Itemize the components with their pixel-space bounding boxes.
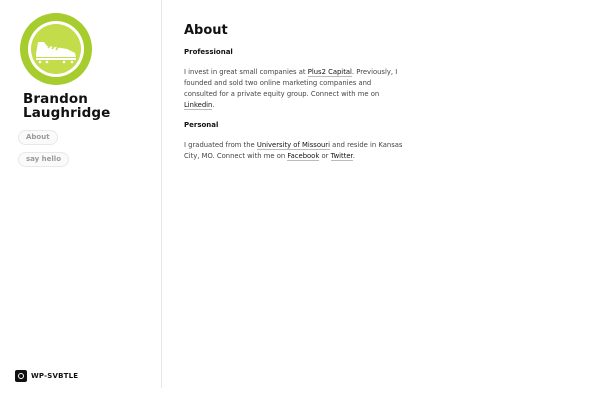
- sneaker-icon: [20, 13, 92, 85]
- main-content: [184, 22, 404, 172]
- nav-about-link[interactable]: About: [18, 130, 58, 145]
- badge-label: WP-SVBTLE: [31, 371, 79, 380]
- paragraph-personal: [184, 140, 404, 162]
- logo[interactable]: [20, 13, 92, 85]
- text: I graduated from the: [184, 141, 257, 149]
- text: and reside in Kansas City, MO. Connect with me on: [184, 141, 403, 160]
- blog-title[interactable]: Brandon Laughridge: [23, 91, 111, 121]
- section-heading-personal: Personal: [184, 121, 219, 129]
- sidebar: [0, 0, 162, 388]
- page-title: About: [184, 23, 228, 38]
- text: .: [352, 152, 355, 160]
- university-link[interactable]: University of Missouri: [256, 141, 330, 149]
- plus2-capital-link[interactable]: Plus2 Capital: [307, 68, 352, 76]
- text: or: [319, 152, 331, 160]
- text: . Previously, I founded and sold two online marketing companies and consulted for a private equity group. Connect with me on: [184, 68, 398, 98]
- svbtle-icon: [15, 370, 27, 382]
- text: I invest in great small companies at: [184, 68, 308, 76]
- svbtle-badge[interactable]: [15, 369, 78, 382]
- text: .: [212, 101, 215, 109]
- facebook-link[interactable]: Facebook: [287, 152, 320, 160]
- section-heading-professional: Professional: [184, 48, 233, 56]
- linkedin-link[interactable]: Linkedin: [184, 101, 213, 109]
- paragraph-professional: [184, 67, 404, 111]
- twitter-link[interactable]: Twitter: [330, 152, 353, 160]
- nav-say-hello-link[interactable]: say hello: [18, 152, 69, 167]
